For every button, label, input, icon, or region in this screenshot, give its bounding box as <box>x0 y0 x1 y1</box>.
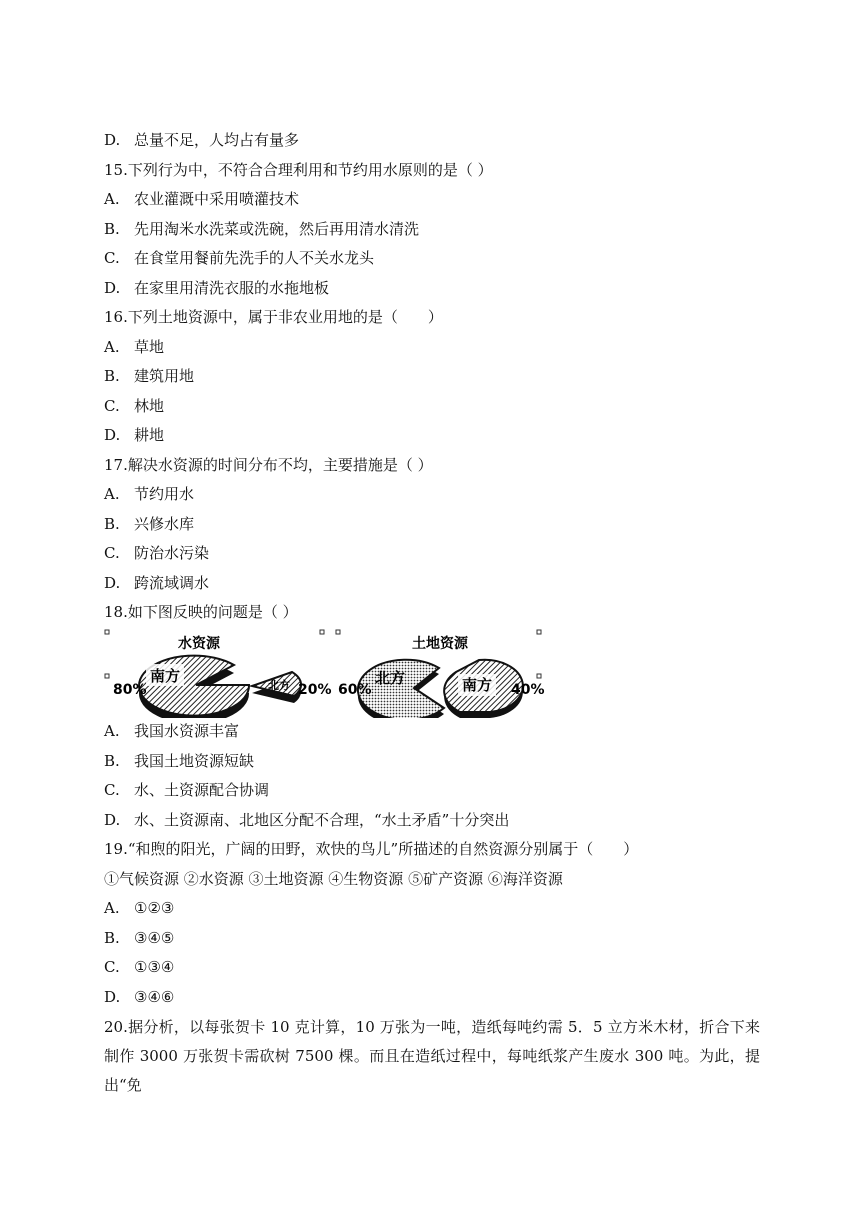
option-text: ③④⑥ <box>134 987 175 1006</box>
answer-option <box>104 130 299 150</box>
option-letter: A. <box>104 337 120 356</box>
answer-option <box>104 957 174 977</box>
answer-option <box>104 751 254 771</box>
image-handle <box>105 674 109 678</box>
answer-option <box>104 337 164 357</box>
option-letter: A. <box>104 485 120 503</box>
option-letter: B. <box>104 367 120 385</box>
option-letter: B. <box>104 751 120 770</box>
land-north-label: 北方 <box>374 669 406 687</box>
option-letter: D. <box>104 573 121 592</box>
question-text: ①气候资源 ②水资源 ③土地资源 ④生物资源 ⑤矿产资源 ⑥海洋资源 <box>104 869 563 888</box>
question-text: 15.下列行为中，不符合合理利用和节约用水原则的是（ ） <box>104 160 493 179</box>
option-letter: C. <box>104 544 120 562</box>
option-text: 在食堂用餐前先洗手的人不关水龙头 <box>134 249 375 267</box>
image-handle <box>105 630 109 634</box>
answer-option <box>104 780 269 800</box>
question-stem <box>104 869 563 889</box>
land-south-label: 南方 <box>461 676 493 694</box>
option-letter: D. <box>104 987 121 1006</box>
option-text: 我国土地资源短缺 <box>134 751 255 770</box>
option-text: 总量不足，人均占有量多 <box>134 131 300 149</box>
question-stem <box>104 602 298 622</box>
answer-option <box>104 898 174 918</box>
water-south-pct: 80% <box>113 682 147 698</box>
question-stem <box>104 839 638 859</box>
water-north-label: 北方 <box>268 679 290 692</box>
answer-option <box>104 189 299 209</box>
option-letter: B. <box>104 928 120 947</box>
option-text: 兴修水库 <box>134 514 195 533</box>
answer-option <box>104 810 509 830</box>
option-text: 水、土资源南、北地区分配不合理，“水土矛盾”十分突出 <box>134 810 510 829</box>
question-20-text: 20.据分析，以每张贺卡 10 克计算，10 万张为一吨，造纸每吨约需 5．5 立方米木材，折合下来制作 3000 万张贺卡需砍树 7500 棵。而且在造纸过程中，每吨纸浆产生废水 300 吨。为此，提出“免 <box>104 1018 760 1094</box>
option-text: ①③④ <box>134 958 175 976</box>
option-text: ③④⑤ <box>134 928 175 947</box>
option-text: 林地 <box>134 396 165 415</box>
land-resources-chart <box>338 635 545 718</box>
answer-option <box>104 425 164 445</box>
land-south-pct: 40% <box>511 682 545 698</box>
option-text: 建筑用地 <box>134 367 195 385</box>
question-text: 19.“和煦的阳光，广阔的田野，欢快的鸟儿”所描述的自然资源分别属于（ ） <box>104 840 639 858</box>
image-handle <box>537 674 541 678</box>
option-letter: C. <box>104 781 120 799</box>
option-text: 节约用水 <box>134 485 195 503</box>
answer-option <box>104 484 194 504</box>
question-stem <box>104 160 493 180</box>
option-letter: B. <box>104 514 120 533</box>
water-south-label: 南方 <box>149 667 181 685</box>
image-handle <box>336 630 340 634</box>
option-letter: B. <box>104 219 120 238</box>
answer-option <box>104 514 194 534</box>
option-letter: A. <box>104 190 120 208</box>
question-text: 17.解决水资源的时间分布不均，主要措施是（ ） <box>104 455 433 474</box>
option-letter: D. <box>104 278 121 297</box>
resource-pie-figure <box>104 628 564 718</box>
answer-option <box>104 721 239 741</box>
answer-option <box>104 396 164 416</box>
land-north-pct: 60% <box>338 682 372 698</box>
question-text: 16.下列土地资源中，属于非农业用地的是（ ） <box>104 308 443 326</box>
option-text: 草地 <box>134 337 165 356</box>
option-letter: C. <box>104 958 120 976</box>
image-handle <box>537 630 541 634</box>
option-letter: C. <box>104 396 120 415</box>
answer-option <box>104 366 194 386</box>
option-letter: A. <box>104 899 120 917</box>
water-resources-chart <box>113 635 332 718</box>
answer-option <box>104 543 209 563</box>
water-title: 水资源 <box>178 636 220 652</box>
answer-option <box>104 219 419 239</box>
option-text: 我国水资源丰富 <box>134 722 240 740</box>
answer-option <box>104 573 209 593</box>
option-text: 耕地 <box>134 426 165 444</box>
water-north-pct: 20% <box>298 682 332 698</box>
question-stem <box>104 455 433 475</box>
option-letter: D. <box>104 810 121 829</box>
option-text: 防治水污染 <box>134 544 210 562</box>
land-title: 土地资源 <box>412 636 468 652</box>
option-letter: A. <box>104 722 120 740</box>
answer-option <box>104 987 174 1007</box>
option-letter: D. <box>104 131 121 149</box>
option-text: 在家里用清洗衣服的水拖地板 <box>134 278 330 297</box>
answer-option <box>104 928 174 948</box>
question-text: 18.如下图反映的问题是（ ） <box>104 603 298 621</box>
image-handle <box>320 630 324 634</box>
option-text: 跨流域调水 <box>134 573 210 592</box>
option-text: ①②③ <box>134 899 175 917</box>
answer-option <box>104 248 374 268</box>
option-letter: C. <box>104 249 120 267</box>
answer-option <box>104 278 329 298</box>
option-text: 水、土资源配合协调 <box>134 781 270 799</box>
question-stem <box>104 307 443 327</box>
option-text: 先用淘米水洗菜或洗碗，然后再用清水清洗 <box>134 219 420 238</box>
option-text: 农业灌溉中采用喷灌技术 <box>134 190 300 208</box>
option-letter: D. <box>104 426 121 444</box>
